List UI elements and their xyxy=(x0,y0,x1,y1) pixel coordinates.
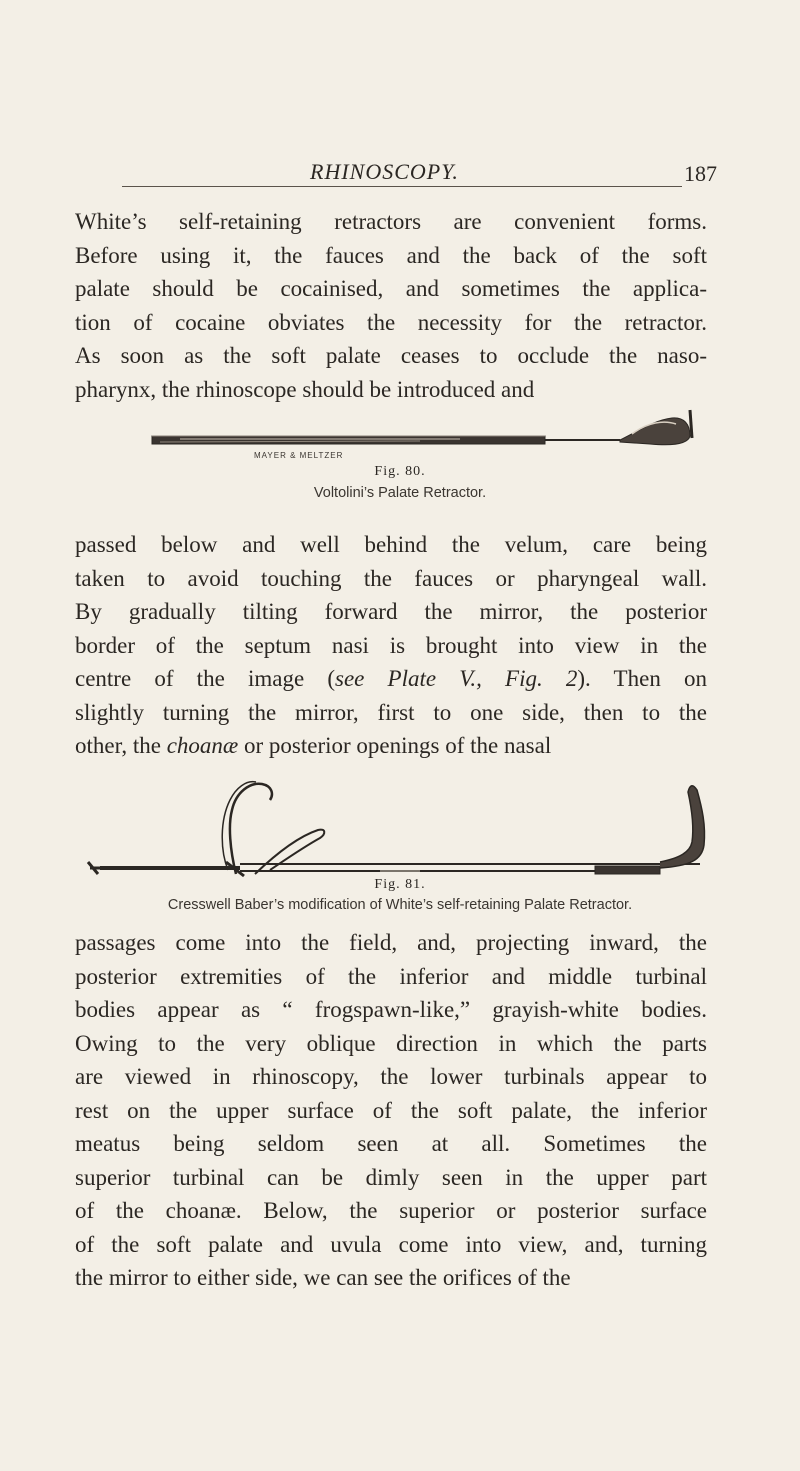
text-line: are viewed in rhinoscopy, the lower turbinals appear to xyxy=(75,1064,707,1089)
text-line: Before using it, the fauces and the back of the soft xyxy=(75,242,707,268)
figure-number: Fig. 80. xyxy=(374,464,426,479)
figure-number: Fig. 81. xyxy=(374,877,426,892)
text-line: slightly turning the mirror, first to one side, then to the xyxy=(75,699,707,725)
text-line: bodies appear as “ frogspawn-like,” grayish-white bodies. xyxy=(75,997,707,1022)
text-line: palate should be cocainised, and sometimes the applica- xyxy=(75,276,707,301)
text-line: tion of cocaine obviates the necessity for the retractor. xyxy=(75,309,707,335)
text-line: other, the choanæ or posterior openings of the nasal xyxy=(75,733,552,758)
maker-mark: MAYER & MELTZER xyxy=(254,451,344,460)
text-line: rest on the upper surface of the soft palate, the inferior xyxy=(75,1097,707,1123)
page-number: 187 xyxy=(684,161,717,186)
text-line: By gradually tilting forward the mirror, the posterior xyxy=(75,599,707,624)
figure-caption: Cresswell Baber’s modification of White’s self-retaining Palate Retractor. xyxy=(167,897,633,913)
text-line: of the choanæ. Below, the superior or posterior surface xyxy=(75,1198,707,1223)
text-line: passages come into the field, and, projecting inward, the xyxy=(75,930,707,955)
baber-retractor-illustration xyxy=(0,770,800,880)
text-line: posterior extremities of the inferior and middle turbinal xyxy=(75,963,707,989)
paragraph-3 xyxy=(75,926,707,1295)
text-line: meatus being seldom seen at all. Sometimes the xyxy=(75,1131,707,1156)
text-line: Owing to the very oblique direction in which the parts xyxy=(75,1030,707,1056)
page-header xyxy=(0,159,800,195)
text-line: the mirror to either side, we can see the orifices of the xyxy=(75,1265,571,1290)
text-line: superior turbinal can be dimly seen in the upper part xyxy=(75,1164,707,1190)
voltolini-retractor-illustration xyxy=(0,400,800,460)
figure-caption: Voltolini’s Palate Retractor. xyxy=(313,485,487,501)
running-title: RHINOSCOPY. xyxy=(310,159,459,184)
text-line: White’s self-retaining retractors are convenient forms. xyxy=(75,209,707,234)
text-line: As soon as the soft palate ceases to occlude the naso- xyxy=(75,343,707,368)
text-line: pharynx, the rhinoscope should be introduced and xyxy=(75,376,535,402)
text-line: border of the septum nasi is brought into view in the xyxy=(75,632,707,658)
header-rule xyxy=(122,186,682,187)
paragraph-2 xyxy=(75,528,707,763)
text-line: of the soft palate and uvula come into view, and, turning xyxy=(75,1231,707,1257)
text-line: taken to avoid touching the fauces or pharyngeal wall. xyxy=(75,565,707,591)
text-line: centre of the image (see Plate V., Fig. 2). Then on xyxy=(75,666,707,691)
text-line: passed below and well behind the velum, care being xyxy=(75,532,707,557)
paragraph-1 xyxy=(75,205,707,406)
